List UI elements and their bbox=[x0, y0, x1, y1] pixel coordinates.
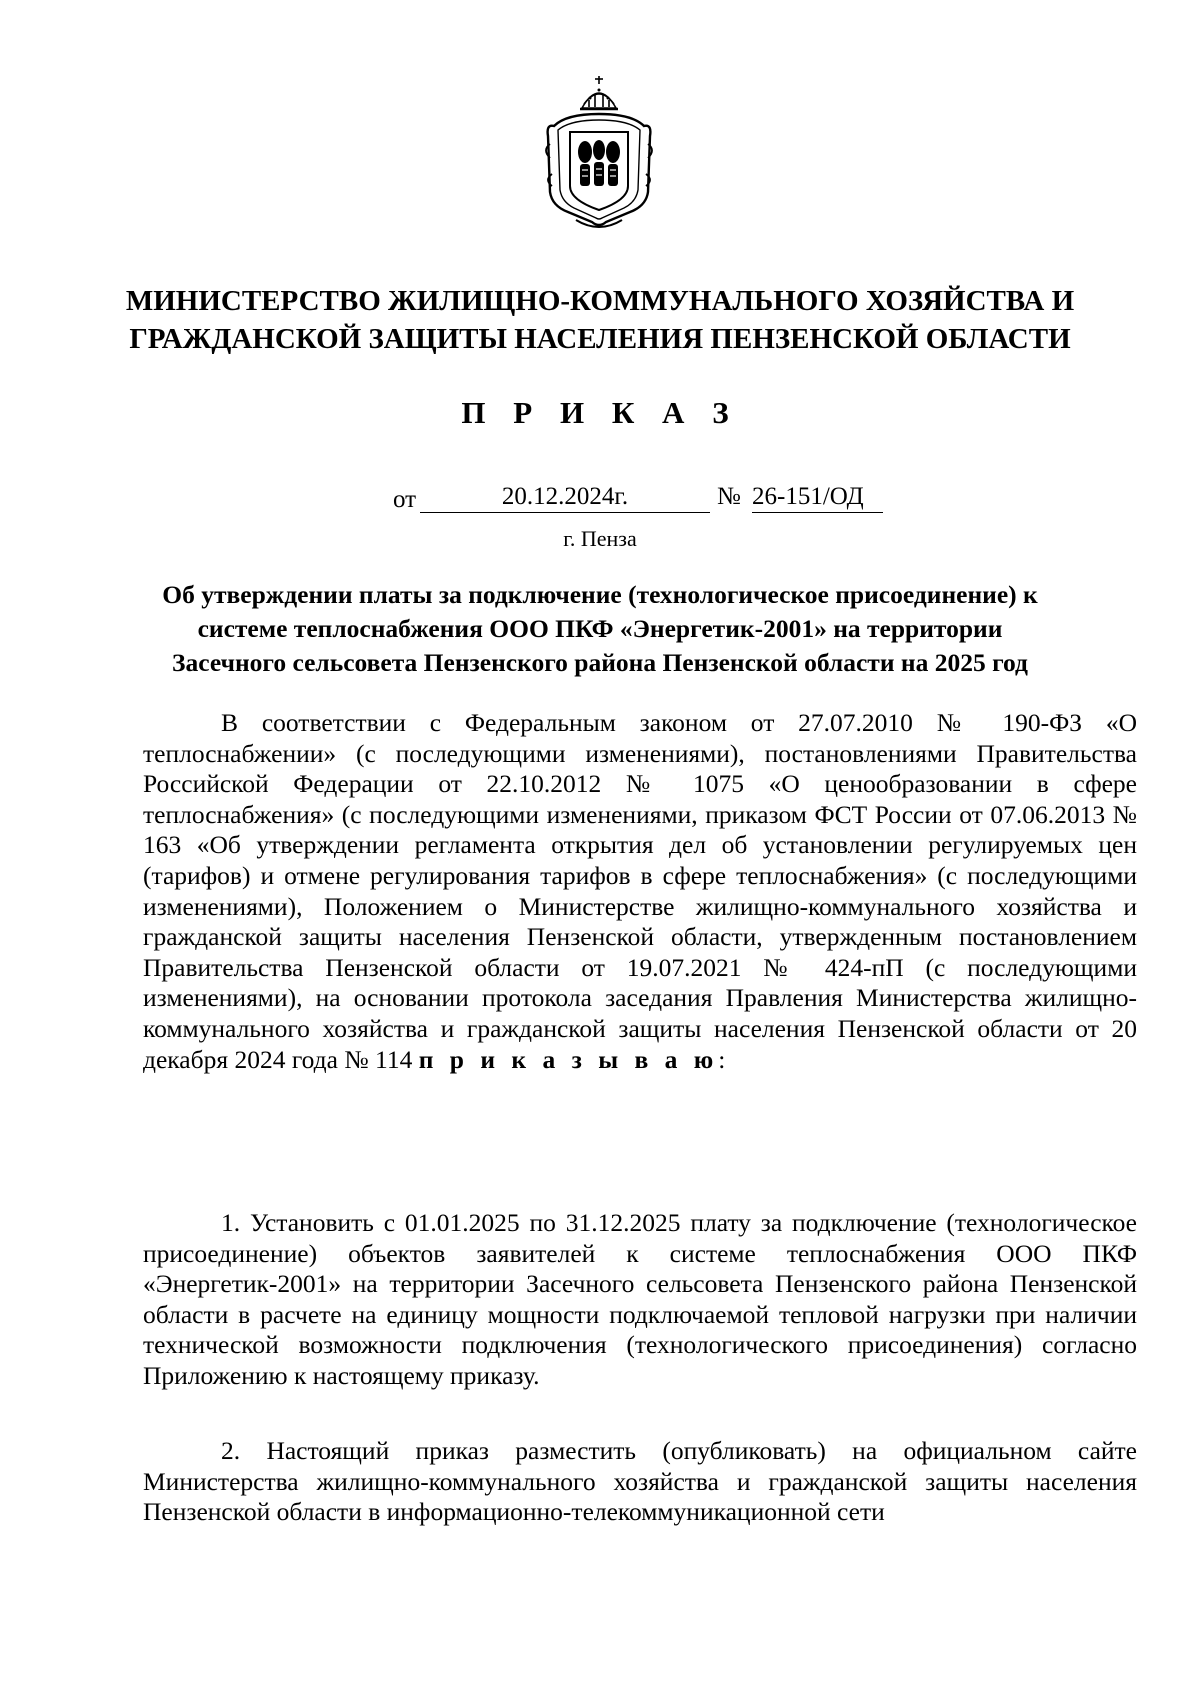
preamble-text: В соответствии с Федеральным законом от 27.07.2010 № 190-ФЗ «О теплоснабжении» (с последующими изменениями), постановлениями Правительства Российской Федерации от 22.10.2012 № 1075 «О ценообразовании в сфере теплоснабжения» (с последующими изменениями, приказом ФСТ России от 07.06.2013 № 163 «Об утверждении регламента открытия дел об установлении регулируемых цен (тарифов) и отмене регулирования тарифов в сфере теплоснабжения» (с последующими изменениями), Положением о Министерстве жилищно-коммунального хозяйства и гражданской защиты населения Пензенской области, утвержденным постановлением Правительства Пензенской области от 19.07.2021 № 424-пП (с последующими изменениями), на основании протокола заседания Правления Министерства жилищно-коммунального хозяйства и гражданской защиты населения Пензенской области от 20 декабря 2024 года № 114 bbox=[143, 708, 1137, 1074]
from-label: от bbox=[393, 486, 417, 513]
preamble-paragraph bbox=[143, 708, 1137, 1075]
order-subject-line-1: Об утверждении платы за подключение (технологическое присоединение) к bbox=[162, 580, 1038, 609]
order-date: 20.12.2024г. bbox=[420, 482, 710, 513]
order-subject bbox=[120, 578, 1080, 680]
order-subject-line-3: Засечного сельсовета Пензенского района Пензенской области на 2025 год bbox=[172, 648, 1028, 677]
ministry-name bbox=[100, 282, 1100, 358]
order-date-number-line bbox=[0, 482, 1200, 516]
coat-of-arms-icon bbox=[540, 74, 658, 232]
order-subject-line-2: системе теплоснабжения ООО ПКФ «Энергетик-2001» на территории bbox=[197, 614, 1003, 643]
ministry-name-line-1: МИНИСТЕРСТВО ЖИЛИЩНО-КОММУНАЛЬНОГО ХОЗЯЙСТВА И bbox=[125, 285, 1075, 317]
number-sign: № bbox=[717, 483, 741, 510]
order-number: 26-151/ОД bbox=[752, 482, 883, 513]
decree-colon: : bbox=[718, 1044, 726, 1074]
clause-1-paragraph: 1. Установить с 01.01.2025 по 31.12.2025 плату за подключение (технологическое присоединение) объектов заявителей к системе теплоснабжения ООО ПКФ «Энергетик-2001» на территории Засечного сельсовета Пензенского района Пензенской области в расчете на единицу мощности подключаемой тепловой нагрузки при наличии технической возможности подключения (технологического присоединения) согласно Приложению к настоящему приказу. bbox=[143, 1208, 1137, 1390]
ministry-name-line-2: ГРАЖДАНСКОЙ ЗАЩИТЫ НАСЕЛЕНИЯ ПЕНЗЕНСКОЙ ОБЛАСТИ bbox=[129, 323, 1071, 355]
order-city: г. Пенза bbox=[563, 526, 637, 551]
clause-2-paragraph: 2. Настоящий приказ разместить (опубликовать) на официальном сайте Министерства жилищно-коммунального хозяйства и гражданской защиты населения Пензенской области в информационно-телекоммуникационной сети bbox=[143, 1436, 1137, 1527]
decree-word: п р и к а з ы в а ю bbox=[418, 1044, 719, 1074]
order-title: П Р И К А З bbox=[461, 395, 739, 430]
